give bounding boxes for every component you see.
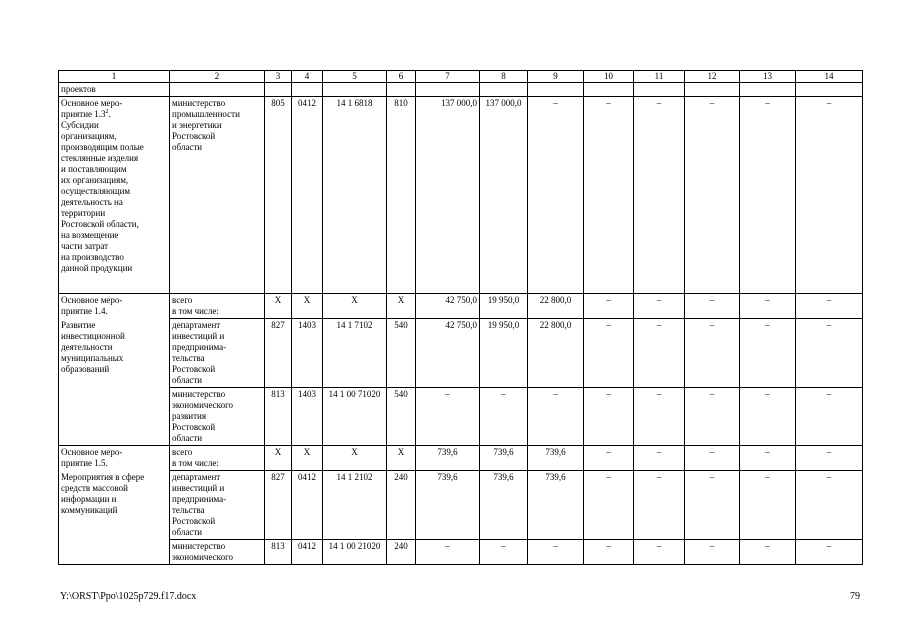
value-cell: – <box>634 388 685 446</box>
value-cell: – <box>584 388 634 446</box>
value-cell: 739,6 <box>416 446 480 471</box>
table-row <box>59 471 863 540</box>
value-cell: 0412 <box>292 97 323 294</box>
table-row <box>59 319 863 388</box>
header-cell: 5 <box>323 71 387 83</box>
value-cell: 540 <box>387 388 416 446</box>
header-cell: 9 <box>528 71 584 83</box>
value-cell: – <box>740 388 796 446</box>
value-cell: – <box>584 540 634 565</box>
value-cell: 22 800,0 <box>528 294 584 319</box>
value-cell: – <box>528 388 584 446</box>
header-cell: 10 <box>584 71 634 83</box>
executor-cell: всего в том числе: <box>170 294 265 319</box>
value-cell: – <box>796 446 863 471</box>
table-row <box>59 388 863 446</box>
value-cell: 240 <box>387 540 416 565</box>
header-cell: 7 <box>416 71 480 83</box>
value-cell: – <box>584 97 634 294</box>
value-cell: – <box>740 97 796 294</box>
header-row <box>59 71 863 83</box>
executor-cell: министерство экономического развития Ростовской области <box>170 388 265 446</box>
value-cell: 739,6 <box>528 446 584 471</box>
value-cell: – <box>740 294 796 319</box>
value-cell: 813 <box>265 540 292 565</box>
value-cell: – <box>685 319 740 388</box>
executor-cell: департамент инвестиций и предпринима- тельства Ростовской области <box>170 319 265 388</box>
value-cell: – <box>685 471 740 540</box>
value-cell: – <box>480 540 528 565</box>
table-row <box>59 540 863 565</box>
value-cell: – <box>634 294 685 319</box>
value-cell: Х <box>292 294 323 319</box>
value-cell: – <box>740 319 796 388</box>
value-cell: 1403 <box>292 388 323 446</box>
table-row <box>59 294 863 319</box>
value-cell: 19 950,0 <box>480 294 528 319</box>
value-cell: – <box>584 294 634 319</box>
executor-cell: всего в том числе: <box>170 446 265 471</box>
value-cell: 14 1 6818 <box>323 97 387 294</box>
header-cell: 11 <box>634 71 685 83</box>
value-cell: 1403 <box>292 319 323 388</box>
value-cell: – <box>740 540 796 565</box>
value-cell: – <box>416 540 480 565</box>
executor-cell: министерство экономического <box>170 540 265 565</box>
value-cell: – <box>480 388 528 446</box>
value-cell: – <box>796 388 863 446</box>
value-cell: – <box>685 446 740 471</box>
value-cell: 805 <box>265 97 292 294</box>
value-cell: 813 <box>265 388 292 446</box>
measure-1-4-description: Развитие инвестиционной деятельности муниципальных образований <box>59 319 170 446</box>
value-cell: 827 <box>265 319 292 388</box>
value-cell: – <box>416 388 480 446</box>
value-cell: 14 1 7102 <box>323 319 387 388</box>
header-cell: 1 <box>59 71 170 83</box>
value-cell: – <box>685 97 740 294</box>
value-cell: – <box>584 446 634 471</box>
value-cell: – <box>685 388 740 446</box>
value-cell: 14 1 2102 <box>323 471 387 540</box>
measure-1-3-name: Основное меро- приятие $1.3^2$. Субсидии организациям, производящим полые стеклянные изделия и поставляющим их организациям, осуществляющим деятельность на территории Ростовской области, на возмещение части затрат на производство данной продукции <box>59 97 170 294</box>
value-cell: – <box>528 97 584 294</box>
value-cell: Х <box>265 446 292 471</box>
continuation-cell: проектов <box>59 83 170 97</box>
value-cell: – <box>796 319 863 388</box>
measure-1-5-name: Основное меро- приятие 1.5. <box>59 446 170 471</box>
value-cell: 19 950,0 <box>480 319 528 388</box>
measure-1-4-name: Основное меро- приятие 1.4. <box>59 294 170 319</box>
value-cell: – <box>796 97 863 294</box>
value-cell: 14 1 00 71020 <box>323 388 387 446</box>
value-cell: – <box>796 540 863 565</box>
value-cell: – <box>796 471 863 540</box>
header-cell: 2 <box>170 71 265 83</box>
header-cell: 12 <box>685 71 740 83</box>
value-cell: Х <box>323 294 387 319</box>
value-cell: 0412 <box>292 471 323 540</box>
header-cell: 14 <box>796 71 863 83</box>
value-cell: 42 750,0 <box>416 294 480 319</box>
value-cell: 137 000,0 <box>416 97 480 294</box>
value-cell: 739,6 <box>480 471 528 540</box>
value-cell: Х <box>292 446 323 471</box>
value-cell: 739,6 <box>416 471 480 540</box>
value-cell: 810 <box>387 97 416 294</box>
value-cell: – <box>634 97 685 294</box>
value-cell: – <box>740 471 796 540</box>
value-cell: – <box>740 446 796 471</box>
value-cell: – <box>634 471 685 540</box>
executor-cell: департамент инвестиций и предпринима- тельства Ростовской области <box>170 471 265 540</box>
continuation-row <box>59 83 863 97</box>
header-cell: 8 <box>480 71 528 83</box>
header-cell: 4 <box>292 71 323 83</box>
value-cell: – <box>584 319 634 388</box>
header-cell: 13 <box>740 71 796 83</box>
value-cell: – <box>528 540 584 565</box>
value-cell: Х <box>265 294 292 319</box>
value-cell: 739,6 <box>528 471 584 540</box>
value-cell: – <box>584 471 634 540</box>
value-cell: 540 <box>387 319 416 388</box>
value-cell: 0412 <box>292 540 323 565</box>
value-cell: 42 750,0 <box>416 319 480 388</box>
value-cell: – <box>685 294 740 319</box>
value-cell: 22 800,0 <box>528 319 584 388</box>
value-cell: 14 1 00 21020 <box>323 540 387 565</box>
table-row <box>59 97 863 294</box>
header-cell: 6 <box>387 71 416 83</box>
value-cell: Х <box>387 446 416 471</box>
value-cell: 827 <box>265 471 292 540</box>
measure-1-5-description: Мероприятия в сфере средств массовой информации и коммуникаций <box>59 471 170 565</box>
value-cell: 240 <box>387 471 416 540</box>
header-cell: 3 <box>265 71 292 83</box>
value-cell: Х <box>387 294 416 319</box>
value-cell: – <box>634 446 685 471</box>
footer-file-path: Y:\ORST\Ppo\1025p729.f17.docx <box>60 591 197 602</box>
page-number: 79 <box>850 591 860 602</box>
executor-cell: министерство промышленности и энергетики Ростовской области <box>170 97 265 294</box>
table-row <box>59 446 863 471</box>
value-cell: Х <box>323 446 387 471</box>
value-cell: – <box>634 319 685 388</box>
value-cell: 137 000,0 <box>480 97 528 294</box>
value-cell: – <box>634 540 685 565</box>
budget-table <box>58 70 863 565</box>
value-cell: – <box>796 294 863 319</box>
value-cell: 739,6 <box>480 446 528 471</box>
value-cell: – <box>685 540 740 565</box>
